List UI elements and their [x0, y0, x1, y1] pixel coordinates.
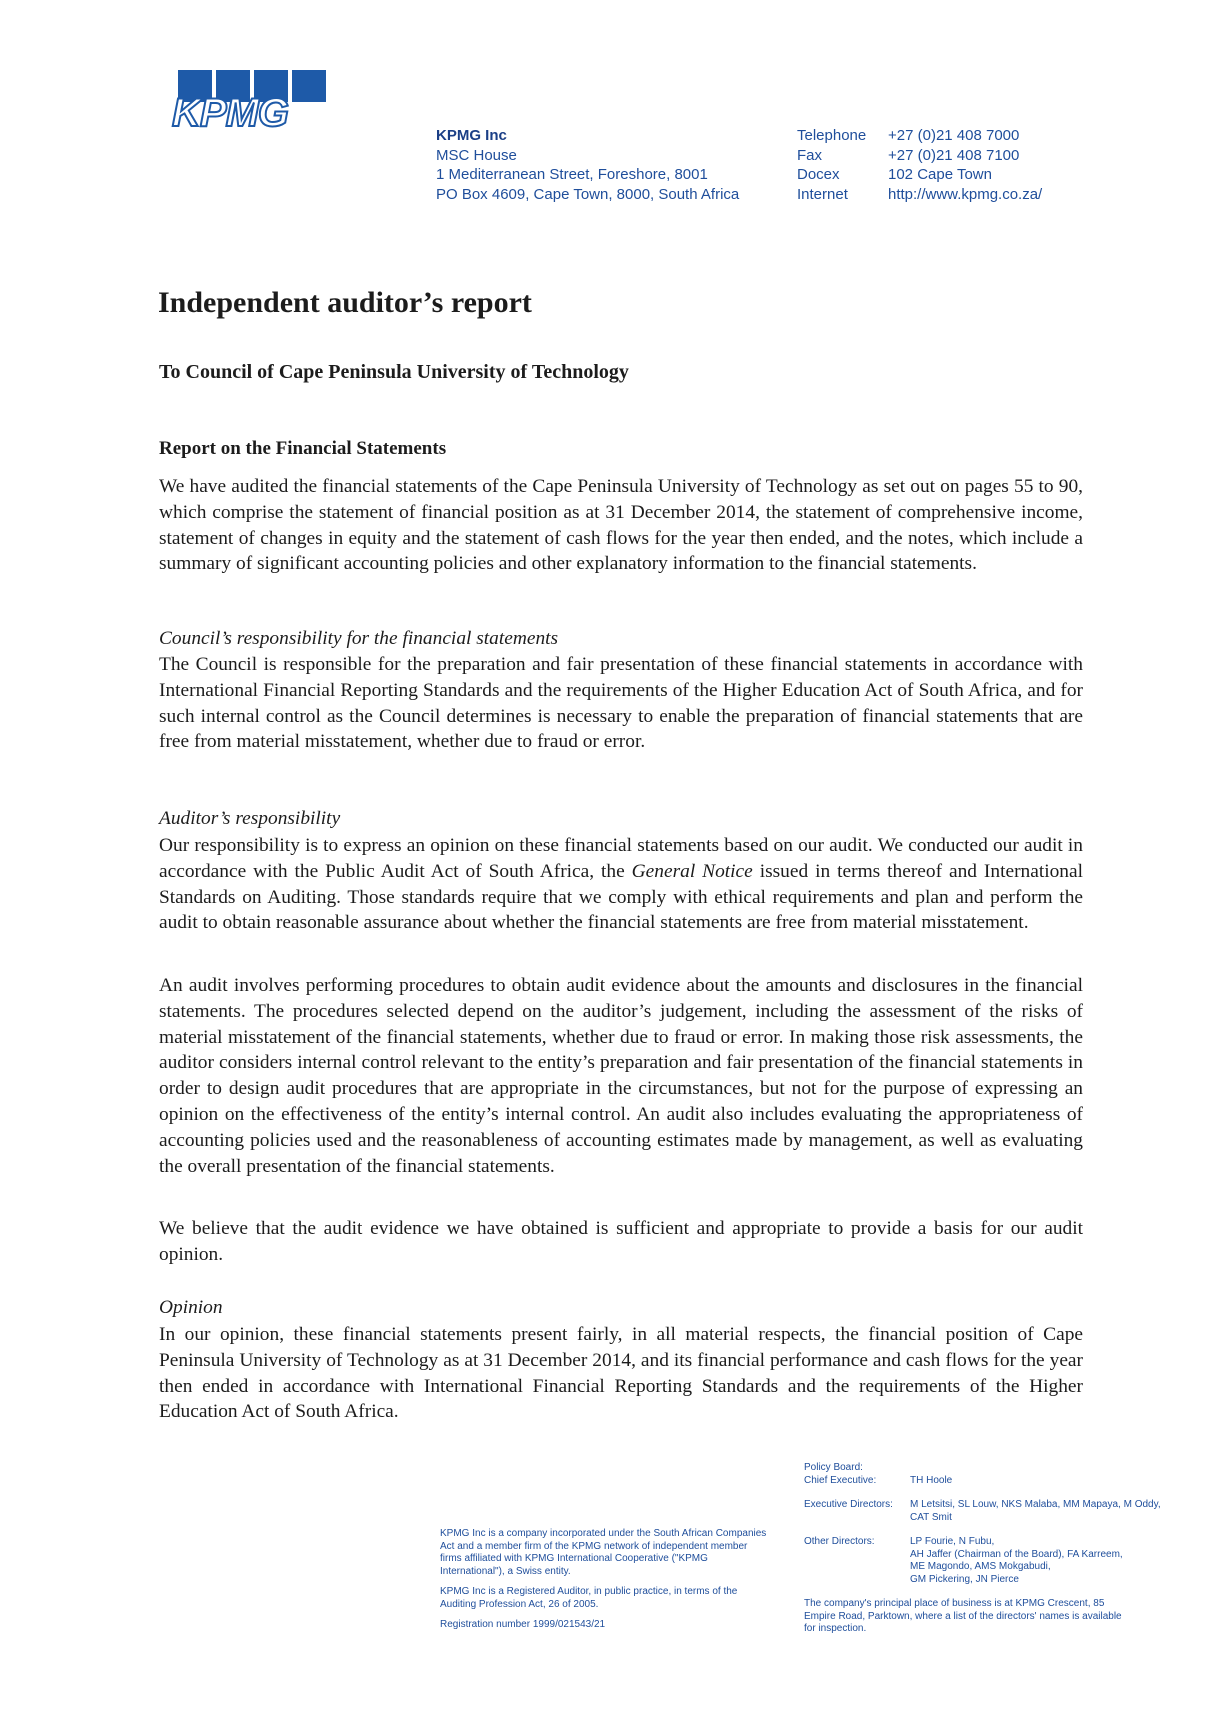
contact-label: Telephone: [797, 127, 867, 144]
auditor-text-part: Our responsibility is to express an opinion on these financial statements based on our audit. We conducted our audit in accordance with the Public Audit Act of South Africa, the: [159, 835, 1083, 882]
contact-label: Fax: [797, 146, 823, 164]
firm-name: KPMG Inc: [436, 127, 507, 144]
other-directors-line: GM Pickering, JN Pierce: [910, 1573, 1019, 1585]
executive-directors-row: [804, 1499, 1164, 1524]
contact-label: Docex: [797, 166, 840, 183]
footer-registration-number: Registration number 1999/021543/21: [440, 1619, 606, 1630]
audit-evidence-paragraph: We believe that the audit evidence we have obtained is sufficient and appropriate to provide a basis for our audit opinion.: [159, 1218, 1083, 1265]
chief-executive-label: Chief Executive:: [804, 1474, 877, 1486]
audit-procedures-paragraph: An audit involves performing procedures to obtain audit evidence about the amounts and disclosures in the financial statements. The procedures selected depend on the auditor’s judgement, including the assessment of the risks of material misstatement of the financial statements, whether due to fraud or error. In making those risk assessments, the auditor considers internal control relevant to the entity’s preparation and fair presentation of the financial statements in order to design audit procedures that are appropriate in the circumstances, but not for the purpose of expressing an opinion on the effectiveness of the entity’s internal control. An audit also includes evaluating the appropriateness of accounting policies used and the reasonableness of accounting estimates made by management, as well as evaluating the overall presentation of the financial statements.: [159, 975, 1083, 1177]
address-line: MSC House: [436, 146, 517, 164]
page-title: Independent auditor’s report: [158, 286, 532, 319]
logo-text: KPMG: [172, 91, 288, 134]
other-directors-list: [910, 1536, 1164, 1586]
addressee: To Council of Cape Peninsula University of Technology: [159, 361, 629, 383]
contact-row-fax: [797, 146, 1042, 166]
footer-auditor-note: KPMG Inc is a Registered Auditor, in public practice, in terms of the Auditing Profession Act, 26 of 2005.: [440, 1586, 738, 1610]
auditor-responsibility-paragraph: [159, 833, 1083, 936]
docex-value: 102 Cape Town: [888, 166, 992, 183]
auditor-responsibility-heading: Auditor’s responsibility: [159, 808, 341, 829]
executive-directors-label: Executive Directors:: [804, 1499, 893, 1510]
general-notice-italic: General Notice: [631, 860, 753, 882]
intro-paragraph: We have audited the financial statements of the Cape Peninsula University of Technology as set out on pages 55 to 90, which comprise the statement of financial position as at 31 December 2014, the statement of comprehensive income, statement of changes in equity and the statement of cash flows for the year then ended, and the notes, which include a summary of significant accounting policies and other explanatory information to the financial statements.: [159, 476, 1083, 575]
chief-executive-value: TH Hoole: [910, 1474, 953, 1486]
kpmg-logo: [170, 70, 326, 134]
other-directors-line: AH Jaffer (Chairman of the Board), FA Karreem,: [910, 1548, 1123, 1560]
council-responsibility-paragraph: The Council is responsible for the preparation and fair presentation of these financial statements in accordance with International Financial Reporting Standards and the requirements of the Higher Education Act of South Africa, and for such internal control as the Council determines is necessary to enable the preparation of financial statements that are free from material misstatement, whether due to fraud or error.: [159, 654, 1083, 753]
contact-row-docex: [797, 165, 1042, 185]
contact-details: [797, 126, 1042, 204]
other-directors-line: LP Fourie, N Fubu,: [910, 1536, 995, 1547]
place-of-business-note: The company's principal place of business is at KPMG Crescent, 85 Empire Road, Parktown, where a list of the directors' names is available for inspection.: [804, 1598, 1122, 1634]
executive-directors-value: M Letsitsi, SL Louw, NKS Malaba, MM Mapaya, M Oddy, CAT Smit: [910, 1499, 1161, 1523]
contact-label: Internet: [797, 185, 848, 203]
policy-board-label: Policy Board:: [804, 1462, 863, 1473]
address-line: PO Box 4609, Cape Town, 8000, South Africa: [436, 185, 740, 203]
footer-directors: [804, 1462, 1164, 1636]
address-line: 1 Mediterranean Street, Foreshore, 8001: [436, 166, 708, 183]
opinion-heading: Opinion: [159, 1297, 223, 1318]
other-directors-line: ME Magondo, AMS Mokgabudi,: [910, 1561, 1051, 1572]
footer-incorporation-note: KPMG Inc is a company incorporated under the South African Companies Act and a member firm of the KPMG network of independent member firms affiliated with KPMG International Cooperative ("KPMG International"), a Swiss entity.: [440, 1528, 767, 1577]
contact-row-telephone: [797, 126, 1042, 146]
contact-row-internet: [797, 185, 1042, 205]
opinion-paragraph: In our opinion, these financial statements present fairly, in all material respects, the financial position of Cape Peninsula University of Technology as at 31 December 2014, and its financial performance and cash flows for the year then ended in accordance with International Financial Reporting Standards and the requirements of the Higher Education Act of South Africa.: [159, 1324, 1083, 1423]
auditor-text-part: issued in terms thereof and International Standards on Auditing. Those standards require that we comply with ethical requirements and plan and perform the audit to obtain reasonable assurance about whether the financial statements are free from material misstatement.: [159, 860, 1083, 934]
other-directors-row: [804, 1536, 1164, 1586]
telephone-value: +27 (0)21 408 7000: [888, 127, 1020, 144]
section-heading: Report on the Financial Statements: [159, 438, 447, 459]
other-directors-label: Other Directors:: [804, 1536, 875, 1547]
council-responsibility-heading: Council’s responsibility for the financial statements: [159, 628, 559, 649]
firm-address: [436, 126, 739, 204]
website-link[interactable]: http://www.kpmg.co.za/: [888, 185, 1043, 203]
footer-company-info: [440, 1528, 770, 1640]
chief-executive-row: [804, 1475, 1164, 1488]
fax-value: +27 (0)21 408 7100: [888, 146, 1020, 164]
